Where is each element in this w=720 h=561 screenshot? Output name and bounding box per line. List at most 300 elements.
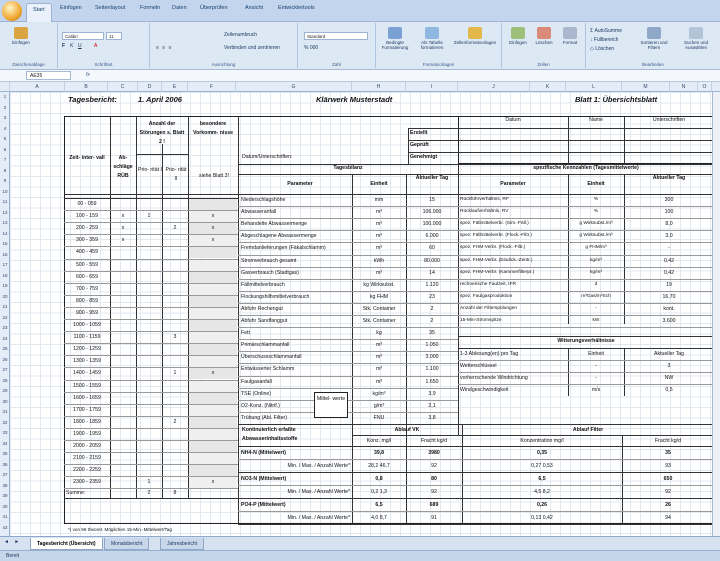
- astable-label: Als Tabelle formatieren: [420, 40, 444, 50]
- row-header[interactable]: 41: [2, 514, 8, 519]
- prio2-cell: 2: [173, 418, 177, 425]
- row-header[interactable]: 30: [2, 398, 8, 404]
- grid-line: [238, 339, 458, 340]
- grid-line: [238, 303, 458, 304]
- kont-filter-fracht: 94: [665, 515, 671, 521]
- kont-filter-konz: 0,35: [536, 450, 548, 456]
- tb-einheit: m³: [375, 245, 383, 252]
- column-header[interactable]: E: [162, 82, 188, 92]
- tb-wert: 80.000: [424, 257, 440, 264]
- witterung-col1: 1-3 Ablesung(en) pro Tag: [460, 351, 519, 357]
- kz-parameter: Rücklaufverhältnis, RV: [460, 209, 509, 215]
- sheet-title: Blatt 1: Übersichtsblatt: [575, 95, 658, 104]
- tb-parameter: Fremdanlieferungen (Fäkalschlamm): [241, 245, 326, 252]
- row-header[interactable]: 18: [2, 272, 8, 278]
- row-header[interactable]: 33: [2, 430, 8, 435]
- kz-einheit: d: [594, 281, 598, 287]
- row-header[interactable]: 24: [2, 335, 8, 341]
- worksheet[interactable]: [10, 92, 720, 536]
- row-header[interactable]: 17: [2, 262, 8, 267]
- kz-wert: 3,0: [665, 233, 673, 240]
- kont-label: PO4-P (Mittelwert): [241, 502, 286, 508]
- sign-geprueft: Geprüft: [410, 142, 429, 148]
- grid-line: [238, 267, 458, 268]
- tb-parameter: Überschussschlammanfall: [241, 354, 302, 361]
- tab-einfuegen[interactable]: Einfügen: [60, 5, 82, 11]
- abschlag-cell: x: [121, 225, 125, 232]
- tab-seitenlayout[interactable]: Seitenlayout: [95, 5, 126, 11]
- name-box[interactable]: AE35: [26, 71, 71, 80]
- vorkommnis-cell: [189, 320, 237, 331]
- sheet-tab-monatsbericht[interactable]: Monatsbericht: [104, 538, 149, 550]
- row-header[interactable]: 23: [2, 325, 8, 330]
- witterung-einheit: -: [595, 363, 597, 369]
- kz-wert: 8,0: [665, 221, 673, 228]
- grid-line: [238, 511, 714, 512]
- sign-erstellt: Erstellt: [410, 130, 428, 136]
- row-header[interactable]: 27: [2, 367, 8, 372]
- kont-vk-konz: 0,2 1,3: [371, 489, 387, 495]
- time-interval: 2100 - 2159: [73, 455, 101, 462]
- row-header[interactable]: 21: [2, 304, 8, 309]
- kz-einheit: kg/m³: [590, 257, 602, 263]
- italic-button[interactable]: K: [70, 43, 74, 49]
- tb-parameter: Abfuhr Sandfanggut: [241, 318, 288, 324]
- align-buttons[interactable]: ≡ ≡ ≡: [156, 45, 173, 51]
- column-header[interactable]: O: [698, 82, 712, 92]
- row-header[interactable]: 16: [2, 251, 8, 257]
- number-format-buttons[interactable]: % 000: [304, 45, 319, 51]
- witterung-col2: Einheit: [588, 351, 604, 357]
- time-interval: 600 - 659: [76, 273, 98, 280]
- formula-bar: [0, 70, 720, 82]
- autosum-button[interactable]: Σ AutoSumme: [590, 28, 622, 34]
- kz-parameter: spez. FHM-Verbr. (Flock.-Filtr.): [460, 245, 526, 251]
- kz-einheit: kg/m³: [590, 269, 602, 275]
- time-interval: 1300 - 1359: [73, 358, 101, 365]
- row-header[interactable]: 14: [2, 230, 8, 236]
- row-header[interactable]: 40: [2, 503, 8, 509]
- time-interval: 1100 - 1159: [73, 334, 101, 341]
- tb-wert: 1.120: [425, 281, 439, 288]
- row-header[interactable]: 26: [2, 356, 8, 362]
- row-header[interactable]: 42: [2, 524, 8, 530]
- group-label: Bearbeiten: [642, 62, 664, 67]
- vorkommnis-cell: [189, 199, 237, 210]
- grid-line: [458, 315, 714, 316]
- tb-wert: 100.000: [422, 221, 442, 228]
- kont-title: Kontinuierlich erfaßte Abwasserinhaltsstoffe: [242, 427, 298, 442]
- grid-line: [458, 360, 714, 361]
- kz-wert: kont.: [663, 305, 675, 312]
- font-size-select[interactable]: 11: [106, 32, 122, 40]
- kz-einheit: g FHM/m³: [585, 245, 607, 251]
- row-header[interactable]: 13: [2, 220, 8, 225]
- format-as-table-button[interactable]: [416, 27, 448, 50]
- grid-line: [238, 412, 458, 413]
- number-format-select[interactable]: Standard: [304, 32, 368, 40]
- time-interval: 00 - 059: [77, 201, 97, 207]
- kz-wert: 3.600: [662, 318, 676, 324]
- tab-ansicht[interactable]: Ansicht: [245, 5, 264, 11]
- row-header[interactable]: 37: [2, 472, 8, 477]
- time-interval: 2300 - 2359: [73, 479, 101, 486]
- summe-prio2: 8: [173, 490, 177, 496]
- tab-ueberpruefen[interactable]: Überprüfen: [200, 5, 228, 11]
- underline-button[interactable]: U: [78, 43, 82, 49]
- grid-line: [238, 327, 458, 328]
- kz-parameter: spez. Faulgasproduktion: [460, 293, 513, 299]
- row-header[interactable]: 1: [3, 94, 7, 99]
- kz-einheit: m³Gas/m³Sch: [581, 293, 611, 299]
- grid-line: [458, 372, 714, 373]
- grid-line: [238, 351, 458, 352]
- row-header[interactable]: 34: [2, 440, 8, 446]
- cell-styles-icon: [468, 27, 482, 39]
- grid-line: [238, 242, 458, 243]
- tb-parameter: O2-Konz. (Nitrif.): [241, 402, 280, 409]
- grid-line: [238, 424, 714, 425]
- row-header[interactable]: 8: [3, 167, 7, 173]
- tb-wert: 3.000: [425, 354, 439, 361]
- kont-filter-fracht: 650: [663, 476, 673, 482]
- sheet-nav-arrows[interactable]: ◄ ►: [4, 539, 22, 545]
- grid-line: [238, 472, 714, 473]
- time-interval: 100 - 159: [76, 213, 98, 220]
- row-header[interactable]: 4: [3, 125, 7, 131]
- group-label: Zellen: [537, 62, 550, 67]
- kz-einheit: kW: [592, 318, 600, 323]
- row-header[interactable]: 2: [3, 104, 7, 110]
- kz-parameter: spez. FHM-Verbr. (Eindick.-Zentr.): [460, 257, 533, 263]
- header-stoerungen: Anzahl der Störungen s. Blatt 2 !: [139, 121, 185, 145]
- tb-einheit: m³: [375, 342, 383, 349]
- ribbon-tabs: [0, 0, 720, 22]
- group-label: Formatvorlagen: [422, 62, 455, 67]
- group-formatvorlagen: [376, 23, 502, 68]
- wrap-text-button[interactable]: Zeilenumbruch: [224, 32, 258, 38]
- tb-param-header: Parameter: [287, 181, 313, 187]
- vorkommnis-value: x: [211, 370, 215, 377]
- row-header[interactable]: 20: [2, 293, 8, 299]
- select-all-corner[interactable]: [0, 82, 10, 92]
- column-header[interactable]: M: [622, 82, 670, 92]
- time-interval: 1800 - 1859: [73, 418, 101, 425]
- vorkommnis-cell: [189, 441, 237, 452]
- kont-vk-fracht: 91: [431, 515, 437, 521]
- autosum-label: AutoSumme: [594, 28, 622, 34]
- grid-line: [238, 400, 458, 401]
- tab-daten[interactable]: Daten: [172, 5, 187, 11]
- delete-cells-button[interactable]: [532, 27, 556, 45]
- time-interval: 400 - 459: [76, 249, 98, 256]
- kont-label: NO3-N (Mittelwert): [241, 476, 287, 482]
- fill-label: Füllbereich: [593, 37, 619, 43]
- column-header[interactable]: F: [188, 82, 236, 92]
- tb-einheit: kWh: [373, 257, 385, 264]
- row-header[interactable]: 19: [2, 283, 8, 288]
- row-header[interactable]: 11: [2, 199, 8, 204]
- tb-aktuell-header: Aktueller Tag: [415, 175, 449, 181]
- tb-parameter: Gasverbrauch (Stadtgas): [241, 269, 299, 276]
- tagesbilanz-title: Tagesbilanz: [333, 165, 363, 171]
- witterung-parameter: vorherrschende Windrichtung: [460, 375, 528, 381]
- sheet-tab-jahresbericht[interactable]: Jahresbericht: [160, 538, 204, 550]
- row-header[interactable]: 7: [3, 157, 7, 162]
- vorkommnis-cell: [189, 308, 237, 319]
- tb-wert: 23: [429, 293, 435, 300]
- row-header[interactable]: 39: [2, 493, 8, 498]
- grid-line: [458, 279, 714, 280]
- column-headers: [0, 82, 720, 92]
- kz-wert: 0,42: [663, 269, 675, 276]
- row-header[interactable]: 38: [2, 482, 8, 488]
- kz-parameter: Rückführverhältnis, RF: [460, 197, 509, 202]
- column-header[interactable]: N: [670, 82, 698, 92]
- delete-label: Löschen: [535, 40, 553, 45]
- kz-einheit-header: Einheit: [587, 181, 605, 187]
- vorkommnis-cell: [189, 429, 237, 440]
- group-label: Schriftart: [94, 62, 113, 67]
- kont-filter-konz: 0,13 0,42: [531, 515, 553, 521]
- kont-vk-konz: 0,8: [375, 476, 383, 482]
- row-header[interactable]: 15: [2, 241, 8, 246]
- tb-wert: 1.650: [425, 378, 439, 385]
- time-interval: 900 - 959: [76, 309, 98, 316]
- tab-formeln[interactable]: Formeln: [140, 5, 161, 11]
- header-abschlaege: Ab- schläge RÜB: [113, 155, 133, 179]
- tb-einheit: FNU: [373, 414, 385, 421]
- kont-label: Min. / Max. / Anzahl Werte*: [287, 463, 350, 469]
- column-header[interactable]: D: [138, 82, 162, 92]
- kont-vk-konz: 39,8: [373, 450, 385, 456]
- time-interval: 200 - 259: [76, 225, 98, 232]
- clear-button[interactable]: ◇ Löschen: [590, 46, 615, 52]
- grid-line: [238, 279, 458, 280]
- grid-line: [458, 242, 714, 243]
- find-select-button[interactable]: [676, 27, 716, 50]
- kont-vk-header: Ablauf VK: [394, 427, 420, 433]
- column-header[interactable]: C: [108, 82, 138, 92]
- time-interval: 700 - 759: [76, 285, 98, 292]
- grid-line: [408, 128, 409, 164]
- grid-line: [458, 384, 714, 385]
- tb-parameter: Abgeschlagene Abwassermenge: [241, 233, 317, 240]
- vorkommnis-value: x: [211, 479, 215, 486]
- tb-parameter: Abfuhr Rechengut: [241, 305, 283, 312]
- tb-wert: 35: [429, 330, 435, 337]
- time-interval: 1900 - 1959: [73, 430, 101, 437]
- grid-line: [238, 255, 458, 256]
- column-header[interactable]: I: [406, 82, 458, 92]
- grid-line: [352, 424, 353, 524]
- tb-einheit: Stk. Container: [362, 305, 396, 312]
- tb-parameter: Fett: [241, 330, 250, 337]
- row-header[interactable]: 12: [2, 209, 8, 215]
- paste-label: Einfügen: [12, 40, 30, 45]
- group-bearbeiten: [586, 23, 720, 68]
- row-header[interactable]: 22: [2, 314, 8, 320]
- row-header[interactable]: 5: [3, 136, 7, 141]
- row-header[interactable]: 32: [2, 419, 8, 425]
- grid-line: [458, 206, 714, 207]
- tab-entwicklertools[interactable]: Entwicklertools: [278, 5, 315, 11]
- row-header[interactable]: 25: [2, 346, 8, 351]
- kont-filter-fracht: 92: [665, 489, 671, 495]
- kont-fracht-header: Fracht kg/d: [421, 438, 447, 444]
- kont-vk-fracht: 689: [429, 502, 439, 508]
- clear-label: Löschen: [595, 46, 615, 52]
- clipboard-icon: [14, 27, 28, 39]
- kz-wert: 0,42: [663, 257, 675, 264]
- grid-line: [238, 206, 458, 207]
- fill-button[interactable]: ↓ Füllbereich: [590, 37, 619, 43]
- grid-line: [238, 446, 714, 447]
- fx-icon[interactable]: fx: [86, 72, 90, 78]
- column-header[interactable]: H: [352, 82, 406, 92]
- vorkommnis-cell: [189, 393, 237, 404]
- font-color-button[interactable]: A: [94, 43, 98, 49]
- kz-einheit: -: [595, 305, 597, 311]
- prio2-cell: 1: [173, 370, 177, 377]
- grid-line: [462, 424, 463, 524]
- row-header[interactable]: 6: [3, 146, 7, 152]
- tb-parameter: Niederschlagshöhe: [241, 197, 286, 203]
- kont-vk-konz: 28,2 46,7: [368, 463, 390, 469]
- cell-styles-button[interactable]: [450, 27, 500, 45]
- grid-line: [458, 230, 714, 231]
- column-header[interactable]: A: [10, 82, 65, 92]
- witterung-wert: 3: [667, 363, 671, 369]
- row-headers[interactable]: [0, 92, 10, 536]
- grid-line: [238, 388, 458, 389]
- row-header[interactable]: 28: [2, 377, 8, 383]
- time-interval: 2200 - 2259: [73, 467, 101, 474]
- kz-parameter: spez. Fällmittelverbr. (Flock.-Filtr.): [460, 233, 532, 239]
- grid-line: [458, 218, 714, 219]
- row-header[interactable]: 9: [3, 178, 7, 183]
- row-header[interactable]: 10: [2, 188, 8, 194]
- tb-wert: 14: [429, 269, 435, 276]
- font-name-select[interactable]: Calibri: [62, 32, 104, 40]
- insert-cells-button[interactable]: [506, 27, 530, 45]
- column-header[interactable]: G: [236, 82, 352, 92]
- grid-line: [458, 303, 714, 304]
- row-header[interactable]: 29: [2, 388, 8, 393]
- grid-line: [238, 524, 714, 525]
- format-icon: [563, 27, 577, 39]
- row-header[interactable]: 31: [2, 409, 8, 414]
- time-interval: 1600 - 1659: [73, 394, 101, 401]
- table-icon: [425, 27, 439, 39]
- tb-einheit-header: Einheit: [370, 181, 388, 187]
- tb-einheit: g/m³: [373, 402, 385, 409]
- sign-datum-header: Datum: [505, 117, 521, 123]
- tb-parameter: Trübung (Abl. Filter): [241, 414, 287, 421]
- status-bar: [0, 550, 720, 561]
- conditional-format-button[interactable]: [378, 27, 412, 50]
- witterung-title: Witterungsverhältnisse: [557, 338, 615, 344]
- format-cells-button[interactable]: [558, 27, 582, 45]
- tb-wert: 60: [429, 245, 435, 252]
- format-label: Format: [562, 40, 578, 45]
- row-header[interactable]: 3: [3, 115, 7, 120]
- vorkommnis-cell: [189, 247, 237, 258]
- group-schriftart: [58, 23, 150, 68]
- vorkommnis-value: x: [211, 213, 215, 220]
- time-interval: 1200 - 1259: [73, 346, 101, 353]
- vorkommnis-cell: [189, 332, 237, 343]
- sort-filter-button[interactable]: [634, 27, 674, 50]
- kz-wert: 16,70: [662, 293, 676, 300]
- kont-konz2-header: Konzentration mg/l: [520, 438, 564, 444]
- group-zwischenablage: [0, 23, 58, 68]
- kont-vk-fracht: 3980: [428, 450, 440, 456]
- prio1-cell: 1: [147, 479, 151, 486]
- row-header[interactable]: 35: [2, 451, 8, 456]
- sheet-tab-tagesbericht[interactable]: Tagesbericht (Übersicht): [30, 538, 103, 550]
- grid-line: [408, 128, 714, 129]
- sign-genehmigt: Genehmigt: [410, 154, 438, 160]
- tb-einheit: mm: [374, 197, 384, 203]
- kont-label: Min. / Max. / Anzahl Werte*: [287, 515, 350, 521]
- column-header[interactable]: K: [530, 82, 566, 92]
- grid-line: [458, 291, 714, 292]
- row-header[interactable]: 36: [2, 461, 8, 467]
- grid-line: [238, 498, 714, 499]
- ribbon: [0, 0, 720, 70]
- vorkommnis-cell: [189, 296, 237, 307]
- binoculars-icon: [689, 27, 703, 39]
- kont-filter-konz: 0,26: [536, 502, 548, 508]
- kont-vk-fracht: 92: [431, 463, 437, 469]
- sign-name-header: Name: [589, 117, 603, 123]
- cellstyles-label: Zellenformatvorlagen: [453, 40, 497, 45]
- tb-einheit: kg Wirksubst.: [363, 281, 395, 288]
- kz-parameter: rechnerische Faulzeit, tFR: [460, 281, 516, 287]
- kz-einheit: %: [593, 209, 599, 215]
- grid-line: [624, 116, 625, 164]
- datum-unterschriften-label: Datum/Unterschriften:: [242, 154, 293, 160]
- vorkommnis-cell: [189, 260, 237, 271]
- witterung-wert: NW: [664, 375, 674, 381]
- insert-icon: [511, 27, 525, 39]
- vorkommnis-cell: [189, 381, 237, 392]
- kennzahlen-title: spezifische Kennzahlen (Tagesmittelwerte): [533, 165, 639, 171]
- tb-einheit: Stk. Container: [362, 318, 396, 324]
- merge-center-button[interactable]: Verbinden und zentrieren: [224, 45, 280, 51]
- status-text: Bereit: [6, 553, 20, 559]
- kz-wert: 100: [664, 209, 674, 216]
- tab-start[interactable]: Start: [26, 3, 52, 22]
- sheet-tabs-bar: [0, 536, 720, 550]
- column-header[interactable]: L: [566, 82, 622, 92]
- bold-button[interactable]: F: [62, 43, 66, 49]
- column-header[interactable]: B: [65, 82, 108, 92]
- paste-button[interactable]: [10, 27, 32, 45]
- tb-wert: 3,8: [428, 414, 436, 421]
- column-header[interactable]: J: [458, 82, 530, 92]
- kont-vk-fracht: 80: [431, 476, 437, 482]
- tb-wert: 2: [430, 318, 434, 324]
- grid-line: [458, 255, 714, 256]
- group-label: Zahl: [332, 62, 341, 67]
- sign-unterschriften-header: Unterschriften: [652, 117, 686, 123]
- vertical-scrollbar[interactable]: [712, 92, 720, 536]
- delete-icon: [537, 27, 551, 39]
- vorkommnis-cell: [189, 356, 237, 367]
- office-button-icon[interactable]: [2, 1, 22, 21]
